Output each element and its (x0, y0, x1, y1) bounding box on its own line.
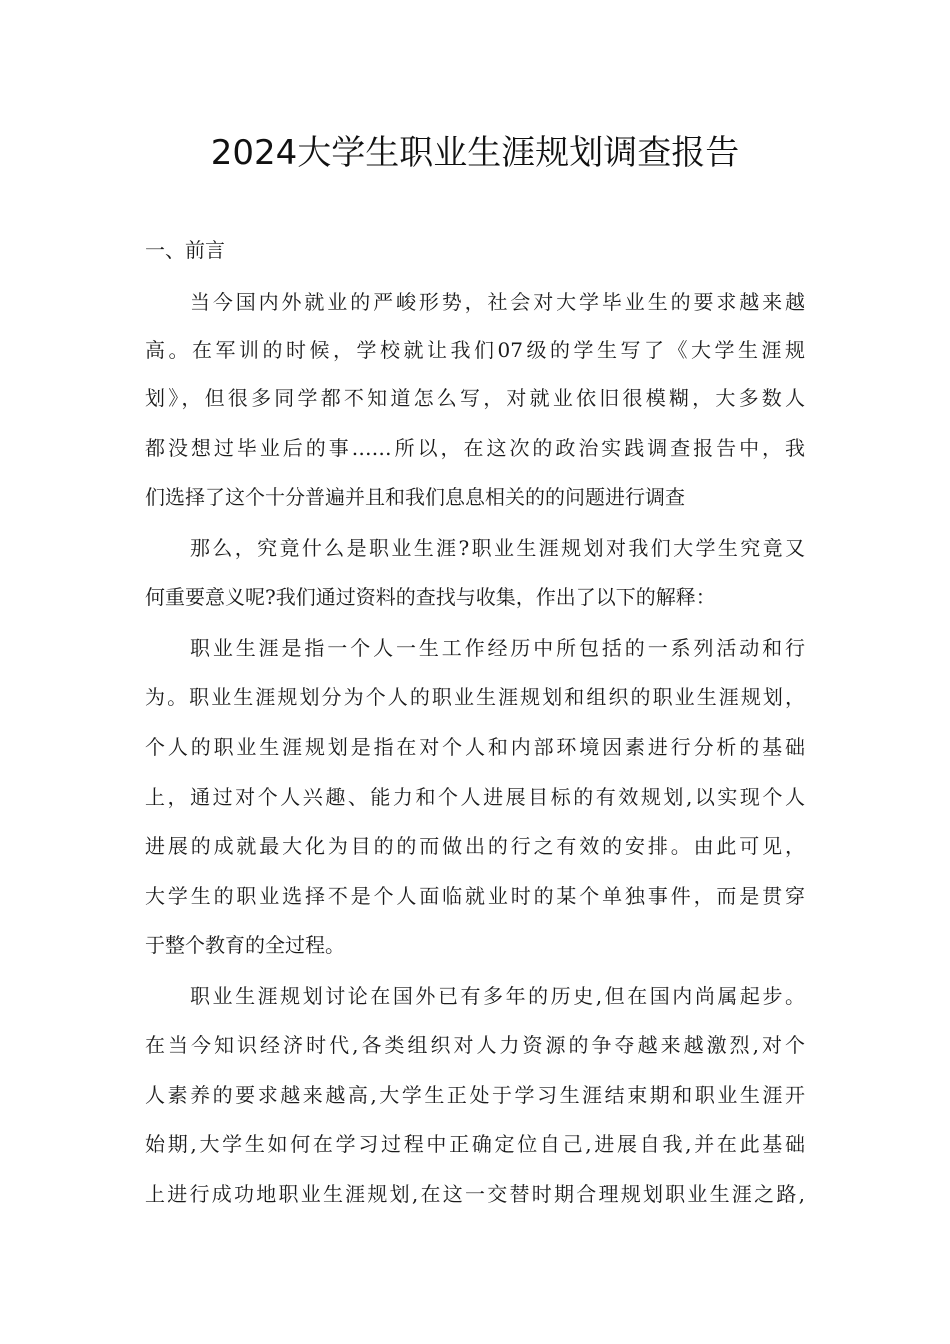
paragraph-line: 当今国内外就业的严峻形势，社会对大学毕业生的要求越来越 (190, 290, 805, 314)
paragraph-line: 职业生涯规划讨论在国外已有多年的历史,但在国内尚属起步。 (190, 984, 805, 1008)
paragraph-line: 上进行成功地职业生涯规划,在这一交替时期合理规划职业生涯之路, (145, 1182, 805, 1206)
section-heading: 一、前言 (145, 238, 225, 262)
paragraph-line: 进展的成就最大化为目的的而做出的行之有效的安排。由此可见， (145, 834, 805, 858)
paragraph-line: 职业生涯是指一个人一生工作经历中所包括的一系列活动和行 (190, 636, 805, 660)
paragraph-line: 个人的职业生涯规划是指在对个人和内部环境因素进行分析的基础 (145, 735, 805, 759)
paragraph-line: 于整个教育的全过程。 (145, 933, 345, 957)
paragraph-line: 高。在军训的时候，学校就让我们07级的学生写了《大学生涯规 (145, 338, 805, 362)
paragraph-line: 那么，究竟什么是职业生涯?职业生涯规划对我们大学生究竟又 (190, 536, 805, 560)
paragraph-line: 人素养的要求越来越高,大学生正处于学习生涯结束期和职业生涯开 (145, 1083, 805, 1107)
document-title: 2024大学生职业生涯规划调查报告 (210, 133, 740, 173)
paragraph-line: 为。职业生涯规划分为个人的职业生涯规划和组织的职业生涯规划， (145, 685, 805, 709)
paragraph-line: 何重要意义呢?我们通过资料的查找与收集，作出了以下的解释： (145, 585, 716, 609)
paragraph-line: 们选择了这个十分普遍并且和我们息息相关的的问题进行调查 (145, 485, 685, 509)
paragraph-line: 在当今知识经济时代,各类组织对人力资源的争夺越来越激烈,对个 (145, 1033, 805, 1057)
paragraph-line: 始期,大学生如何在学习过程中正确定位自己,进展自我,并在此基础 (145, 1132, 805, 1156)
paragraph-line: 上，通过对个人兴趣、能力和个人进展目标的有效规划,以实现个人 (145, 785, 805, 809)
paragraph-line: 划》，但很多同学都不知道怎么写，对就业依旧很模糊，大多数人 (145, 386, 805, 410)
paragraph-line: 都没想过毕业后的事……所以，在这次的政治实践调查报告中，我 (145, 436, 805, 460)
paragraph-line: 大学生的职业选择不是个人面临就业时的某个单独事件，而是贯穿 (145, 884, 805, 908)
